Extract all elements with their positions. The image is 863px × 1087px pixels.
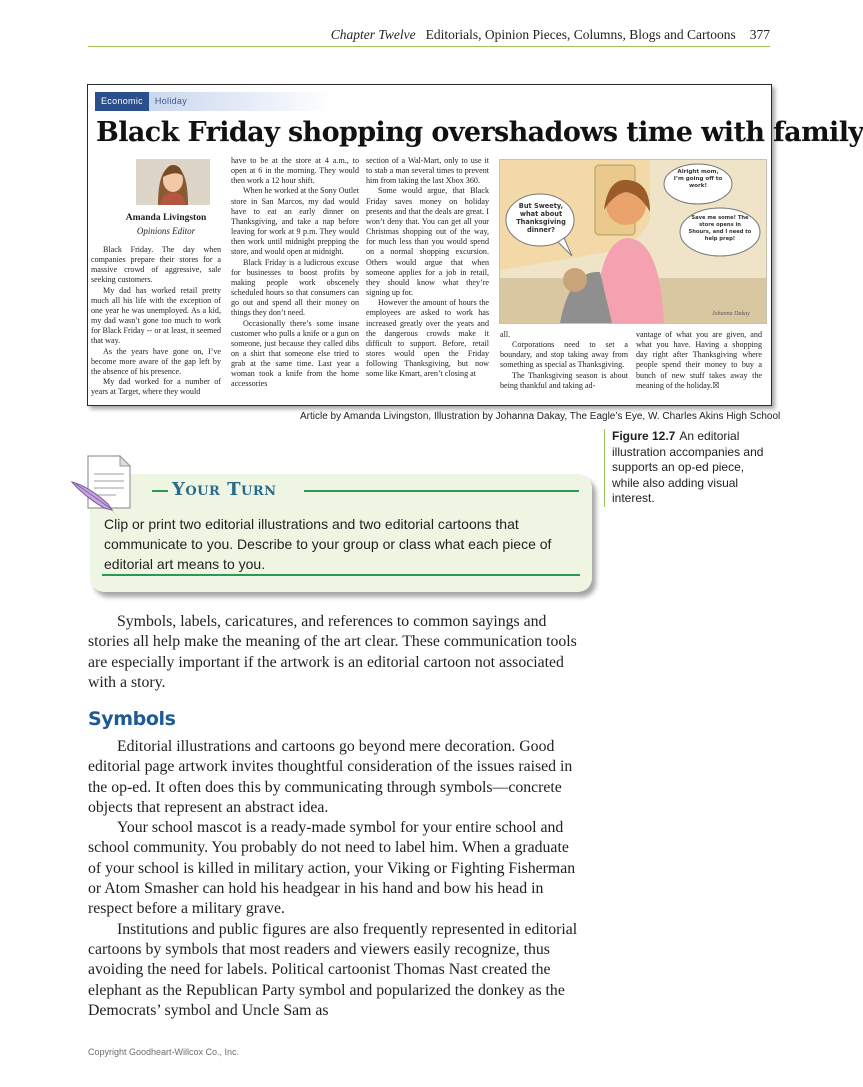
article-paragraph: My dad has worked retail pretty much all his life with the exception of one year he was unemployed. As a kid, my dad wasn’t gone too much to work for Black Friday -- or at least, it seemed that way. — [91, 285, 221, 346]
author-name: Amanda Livingston — [125, 213, 207, 223]
author-photo — [136, 159, 210, 205]
figure-caption — [604, 429, 772, 507]
article-column-5 — [636, 330, 762, 391]
article-paragraph: However the amount of hours the employees are asked to work has increased greatly over the years and the dangerous crowds make it difficult to support. Before, retail stores would open the Friday following Thanksgiving, but now some like Kmart, aren’t closing at — [366, 298, 489, 379]
speech-bubble-left: But Sweety, what about Thanksgiving dinner? — [516, 202, 566, 234]
article-paragraph: Black Friday. The day when companies prepare their stores for a massive crowd of aggressive, sale seeking customers. — [91, 245, 221, 285]
article-paragraph: When he worked at the Sony Outlet store in San Marcos, my dad would have to eat an early dinner on Thanksgiving, and take a nap before leaving for work at 9 p.m. They would then work until midnight prepping the store, and would open at midnight. — [231, 186, 359, 257]
speech-bubble-right: Save me some! The store opens in 5hours, and I need to help prep! — [688, 215, 752, 242]
body-paragraph: Editorial illustrations and cartoons go beyond mere decoration. Good editorial page artwork invites thoughtful consideration of the issues raised in the op-ed. It often does this by communicating through symbols—concrete objects that represent an abstract idea. — [88, 738, 573, 816]
article-column-4 — [500, 330, 628, 391]
symbols-section-text — [88, 737, 578, 1021]
chapter-title: Editorials, Opinion Pieces, Columns, Blogs and Cartoons — [425, 27, 736, 42]
page-number: 377 — [749, 27, 770, 42]
your-turn-text: Clip or print two editorial illustrations and two editorial cartoons that communicate to you. Describe to your group or class what each piece of editorial art means to you. — [104, 516, 552, 572]
article-column-2 — [231, 156, 359, 390]
kicker-economic: Economic — [95, 92, 149, 111]
your-turn-title: Your Turn — [172, 479, 277, 500]
your-turn-rule-left — [152, 490, 168, 492]
author-title: Opinions Editor — [136, 226, 196, 236]
speech-bubble-top: Alright mom, I’m going off to work! — [673, 169, 723, 189]
article-column-3 — [366, 156, 489, 379]
body-paragraph: Symbols, labels, caricatures, and references to common sayings and stories all help make the meaning of the art clear. These communication tools are especially important if the artwork is an editorial cartoon not associated with a story. — [88, 613, 577, 691]
kicker-holiday: Holiday — [149, 92, 335, 111]
article-paragraph: The Thanksgiving season is about being thankful and taking ad- — [500, 370, 628, 390]
copyright-footer: Copyright Goodheart-Willcox Co., Inc. — [88, 1047, 240, 1057]
article-paragraph: Some would argue, that Black Friday saves money on holiday presents and that the deals are great. I won’t deny that. You can get all your Christmas shopping out of the way, for much less than you would spend on a normal shopping excursion. Others would argue that when someone applies for a job in retail, they should know what they’re signing up for. — [366, 186, 489, 298]
caption-text: An editorial illustration accompanies and supports an op-ed piece, while also adding visual interest. — [612, 429, 764, 505]
section-kicker — [95, 92, 335, 111]
document-quill-icon — [68, 452, 150, 522]
your-turn-rule-bottom — [102, 574, 580, 576]
figure-credit: Article by Amanda Livingston, Illustration by Johanna Dakay, The Eagle’s Eye, W. Charles Akins High School — [300, 411, 781, 422]
body-paragraph: Your school mascot is a ready-made symbol for your entire school and school community. You probably do not need to label him. When a graduate of your school is killed in military action, your Viking or Fighting Fisherman or Atom Smasher can hold his headgear in his hand and bow his head in respect before a military grave. — [88, 819, 576, 918]
article-paragraph: all. — [500, 330, 511, 339]
article-column-1 — [91, 245, 221, 397]
editorial-illustration — [499, 159, 767, 324]
article-paragraph: Corporations need to set a boundary, and stop taking away from something as special as Thanksgiving. — [500, 340, 628, 370]
header-rule — [88, 46, 770, 47]
chapter-label: Chapter Twelve — [330, 27, 416, 42]
article-headline: Black Friday shopping overshadows time with family — [96, 117, 863, 148]
your-turn-rule-top — [304, 490, 579, 492]
artist-signature: Johanna Dakay — [712, 311, 750, 317]
article-paragraph: vantage of what you are given, and what you have. Having a shopping day right after Thanksgiving where people spend their money to buy a bunch of new stuff takes away the meaning of the holiday.☒ — [636, 330, 762, 390]
article-paragraph: My dad worked for a number of years at Target, where they would — [91, 377, 221, 397]
intro-paragraph — [88, 612, 578, 693]
running-header — [88, 27, 770, 47]
article-paragraph: have to be at the store at 4 a.m., to open at 6 in the morning. They would then work a 12 hour shift. — [231, 156, 359, 186]
figure-newspaper-clipping — [87, 84, 863, 406]
caption-label: Figure 12.7 — [612, 429, 676, 443]
article-paragraph: Occasionally there’s some insane customer who pulls a knife or a gun on someone, just because they called dibs on a shirt that someone else tried to grab at the same time. Last year a woman took a knife from the home accessories — [231, 318, 359, 389]
body-paragraph: Institutions and public figures are also frequently represented in editorial cartoons by symbols that most readers and viewers easily recognize, thus avoiding the need for labels. Political cartoonist Thomas Nast created the elephant as the Republican Party symbol and popularized the donkey as the Democrats’ symbol and Uncle Sam as — [88, 920, 578, 1019]
article-paragraph: section of a Wal-Mart, only to use it to stab a man several times to prevent him from taking the last Xbox 360. — [366, 156, 489, 186]
section-heading-symbols: Symbols — [88, 708, 176, 730]
article-paragraph: Black Friday is a ludicrous excuse for businesses to boost profits by making people work obscenely scheduled hours so that consumers can go out and spend all their money on things they don’t need. — [231, 257, 359, 318]
article-paragraph: As the years have gone on, I’ve become more aware of the gap left by the absence of his presence. — [91, 346, 221, 376]
